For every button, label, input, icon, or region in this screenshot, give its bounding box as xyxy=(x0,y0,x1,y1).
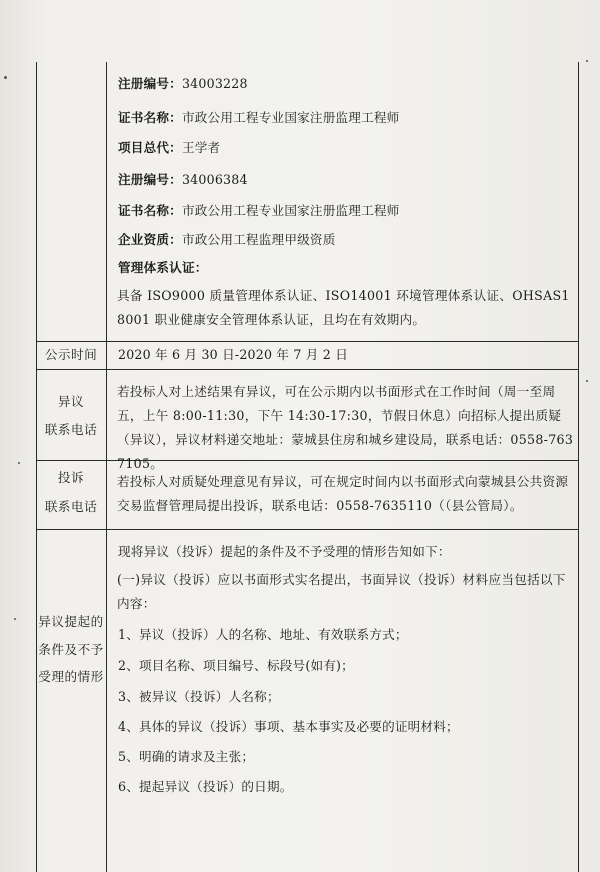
field-label: 企业资质： xyxy=(118,232,182,247)
conditions-label-line2: 条件及不予 xyxy=(38,642,104,657)
table-left-border xyxy=(36,62,37,872)
complaint-label-line2: 联系电话 xyxy=(44,499,98,514)
field-label: 证书名称： xyxy=(118,203,182,218)
row-divider-2 xyxy=(36,369,579,370)
publicity-value: 2020 年 6 月 30 日-2020 年 7 月 2 日 xyxy=(118,347,349,362)
objection-text: 若投标人对上述结果有异议，可在公示期内以书面形式在工作时间（周一至周五，上午 8:00-11:30，下午 14:30-17:30，节假日休息）向招标人提出质疑（异议），异议材料递交地址：蒙城县住房和城乡建设局，联系电话：0558-7637105。 xyxy=(117,384,574,471)
cert-paragraph: 具备 ISO9000 质量管理体系认证、ISO14001 环境管理体系认证、OHSAS18001 职业健康安全管理体系认证，且均在有效期内。 xyxy=(117,288,570,327)
scan-speck xyxy=(14,618,16,620)
condition-item-3: 3、被异议（投诉）人名称； xyxy=(118,689,280,704)
field-label: 注册编号： xyxy=(118,172,182,187)
condition-item-2: 2、项目名称、项目编号、标段号(如有)； xyxy=(118,658,354,673)
complaint-label-line1: 投诉 xyxy=(57,470,85,485)
table-column-divider xyxy=(106,62,107,872)
publicity-label: 公示时间 xyxy=(44,347,98,362)
management-cert-line xyxy=(118,260,208,276)
field-label: 证书名称： xyxy=(118,110,182,125)
conditions-label-line3: 受理的情形 xyxy=(38,669,104,684)
scan-speck xyxy=(586,60,588,62)
company-qualification-line xyxy=(118,232,336,248)
field-value: 市政公用工程专业国家注册监理工程师 xyxy=(181,110,400,125)
objection-label-line1: 异议 xyxy=(57,394,85,409)
conditions-label-line1: 异议提起的 xyxy=(38,614,104,629)
field-value: 市政公用工程专业国家注册监理工程师 xyxy=(181,203,400,218)
objection-label-line2: 联系电话 xyxy=(44,422,98,437)
complaint-text: 若投标人对质疑处理意见有异议，可在规定时间内以书面形式向蒙城县公共资源交易监督管理局提出投诉，联系电话：0558-7635110（（县公管局）。 xyxy=(117,474,569,513)
field-value: 34003228 xyxy=(181,76,248,91)
scan-speck xyxy=(4,76,7,79)
cert-name-line-2 xyxy=(118,203,399,219)
reg-number-line-2 xyxy=(118,172,248,188)
scan-speck xyxy=(18,462,20,464)
condition-item-4: 4、具体的异议（投诉）事项、基本事实及必要的证明材料； xyxy=(118,719,459,734)
condition-item-6: 6、提起异议（投诉）的日期。 xyxy=(118,779,293,794)
field-label: 项目总代： xyxy=(118,140,182,155)
conditions-intro: 现将异议（投诉）提起的条件及不予受理的情形告知如下： xyxy=(118,544,451,559)
field-label: 注册编号： xyxy=(118,76,182,91)
row-divider-4 xyxy=(36,529,579,530)
project-director-line xyxy=(118,140,220,156)
table-right-border xyxy=(578,62,579,872)
reg-number-line-1 xyxy=(118,76,248,92)
cert-name-line-1 xyxy=(118,110,399,126)
condition-item-5: 5、明确的请求及主张； xyxy=(118,749,255,764)
condition-item-1: 1、异议（投诉）人的名称、地址、有效联系方式； xyxy=(118,627,408,642)
field-label: 管理体系认证： xyxy=(118,260,208,275)
conditions-section-one: (一)异议（投诉）应以书面形式实名提出，书面异议（投诉）材料应当包括以下内容： xyxy=(117,572,566,611)
field-value: 市政公用工程监理甲级资质 xyxy=(181,232,336,247)
field-value: 王学者 xyxy=(181,140,221,155)
scan-speck xyxy=(586,380,588,382)
row-divider-1 xyxy=(36,341,579,342)
field-value: 34006384 xyxy=(181,172,248,187)
